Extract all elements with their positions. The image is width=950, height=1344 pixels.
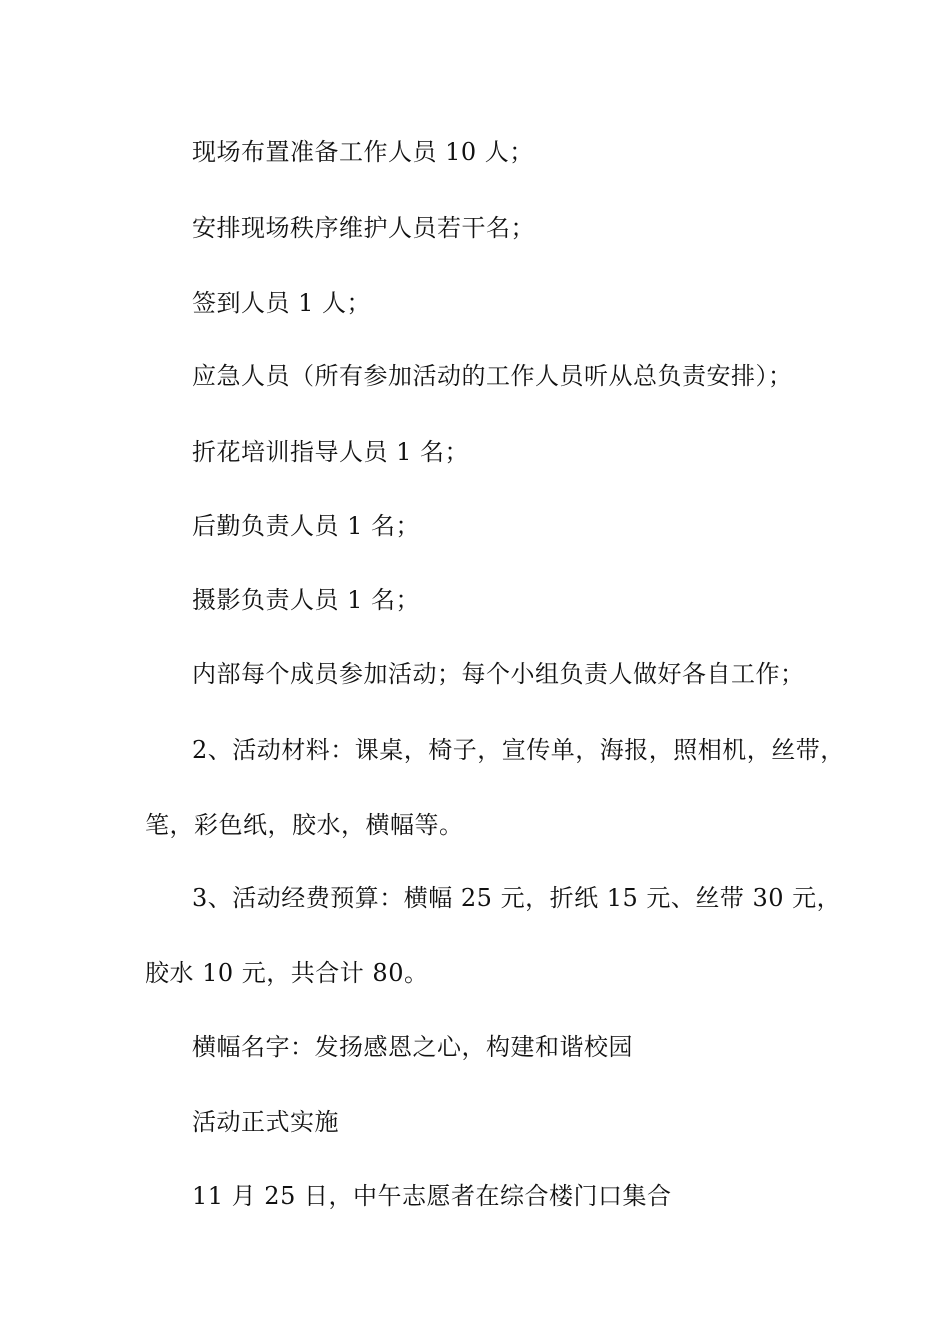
paragraph-gathering: 11 月 25 日，中午志愿者在综合楼门口集合 [192,1182,672,1210]
paragraph-members: 内部每个成员参加活动；每个小组负责人做好各自工作； [192,660,805,688]
paragraph-materials-line1: 2、活动材料：课桌，椅子，宣传单，海报，照相机，丝带， [192,736,845,764]
paragraph-staff-setup: 现场布置准备工作人员 10 人； [192,138,534,166]
paragraph-logistics: 后勤负责人员 1 名； [192,512,421,540]
paragraph-banner-name: 横幅名字：发扬感恩之心，构建和谐校园 [192,1033,633,1061]
paragraph-emergency: 应急人员（所有参加活动的工作人员听从总负责安排）； [192,362,793,390]
paragraph-photography: 摄影负责人员 1 名； [192,586,421,614]
paragraph-budget-line1: 3、活动经费预算：横幅 25 元，折纸 15 元、丝带 30 元， [192,884,842,912]
paragraph-implementation: 活动正式实施 [192,1108,339,1136]
paragraph-sign-in: 签到人员 1 人； [192,289,372,317]
paragraph-budget-line2: 胶水 10 元，共合计 80。 [145,959,429,987]
paragraph-flower-training: 折花培训指导人员 1 名； [192,438,470,466]
paragraph-order-maintenance: 安排现场秩序维护人员若干名； [192,214,535,242]
paragraph-materials-line2: 笔，彩色纸，胶水，横幅等。 [145,811,464,839]
